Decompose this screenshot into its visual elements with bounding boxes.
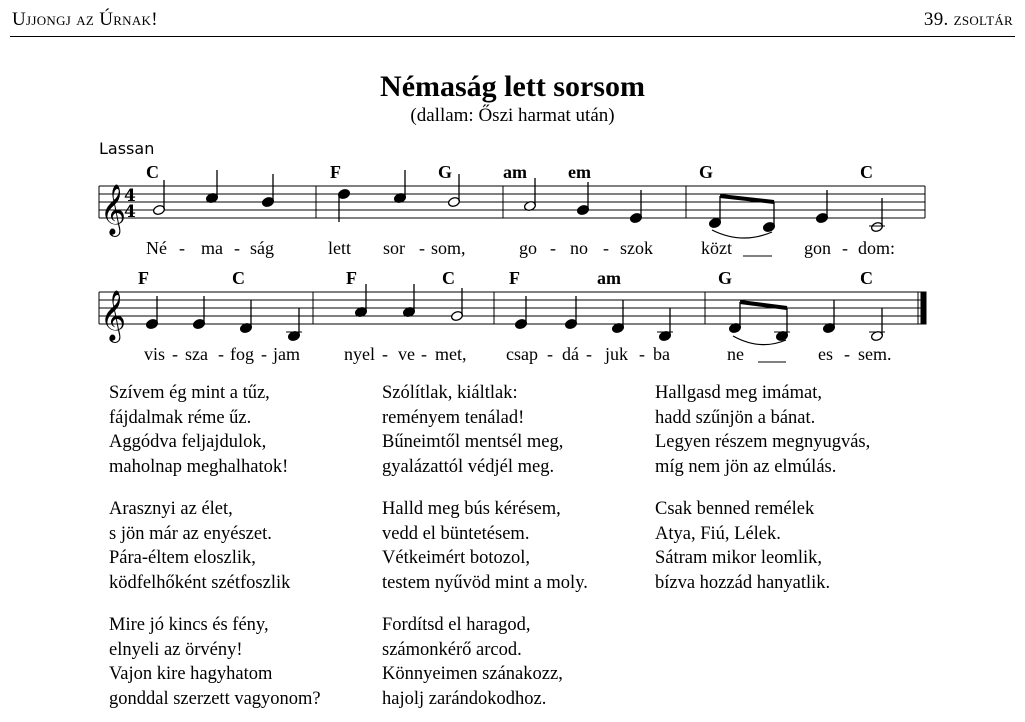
stanza-5 [382,497,588,595]
stanza-line: Pára-éltem eloszlik, [109,548,256,568]
tempo-marking: Lassan [99,139,155,158]
svg-text:nyel: nyel [344,344,375,364]
svg-text:fog: fog [230,344,254,364]
svg-text:-: - [586,344,592,364]
svg-text:-: - [603,238,609,258]
svg-text:-: - [179,238,185,258]
svg-text:jam: jam [273,344,300,364]
stanza-7 [655,381,870,479]
svg-text:szok: szok [620,238,653,258]
stanza-line: reményem tenálad! [382,407,525,428]
stanza-6 [382,613,563,711]
svg-text:no: no [570,238,588,258]
svg-text:F: F [138,268,149,288]
svg-text:közt: közt [701,238,732,258]
svg-text:C: C [232,268,245,288]
stanza-line: Legyen részem megnyugvás, [655,432,871,452]
stanza-line: testem nyűvöd mint a moly. [382,572,588,593]
stanza-line: elnyeli az örvény! [109,639,243,660]
stanza-line: míg nem jön az elmúlás. [655,456,837,477]
stanza-line: ködfelhőként szétfoszlik [109,572,291,593]
svg-text:sem.: sem. [858,344,892,364]
svg-text:-: - [172,344,178,364]
svg-text:csap: csap [506,344,538,364]
svg-text:dá: dá [562,344,579,364]
stanza-line: hadd szűnjön a bánat. [655,407,816,428]
stanza-line: Szólítlak, kiáltlak: [382,383,518,403]
svg-text:G: G [718,268,733,288]
svg-text:-: - [639,344,645,364]
stanza-3 [109,613,321,711]
chord-symbols-line-2 [138,268,873,288]
treble-clef-icon: 𝄞 [100,290,127,341]
stanza-line: fájdalmak réme űz. [109,407,252,428]
svg-text:ne: ne [727,344,744,364]
stanza-2 [109,497,290,595]
stanza-line: Könnyeimen szánakozz, [382,664,563,684]
svg-text:G: G [699,162,714,182]
running-header-psalm: 39. zsoltár [923,9,1013,30]
stanza-line: bízva hozzád hanyatlik. [655,572,831,593]
stanza-4 [382,381,563,479]
svg-text:go: go [519,238,537,258]
staff-line-1 [99,186,925,218]
song-subtitle: (dallam: Őszi harmat után) [410,105,615,126]
svg-text:vis: vis [144,344,166,364]
svg-text:-: - [218,344,224,364]
svg-text:C: C [860,268,873,288]
notes-line-2 [145,284,885,345]
header-rule [10,36,1015,37]
svg-text:ve: ve [398,344,415,364]
staff-line-2 [99,292,926,324]
svg-text:es: es [818,344,833,364]
stanza-line: Szívem ég mint a tűz, [109,383,270,403]
stanza-1 [109,381,288,479]
stanza-line: Hallgasd meg imámat, [655,383,822,403]
svg-text:am: am [597,268,621,288]
svg-text:gon: gon [804,238,831,258]
svg-text:sza: sza [185,344,208,364]
music-score [0,150,1025,365]
svg-text:-: - [550,238,556,258]
stanza-line: Bűneimtől mentsél meg, [382,432,564,452]
svg-text:ma: ma [201,238,223,258]
svg-text:C: C [146,162,159,182]
svg-text:som,: som, [431,238,466,258]
svg-text:-: - [261,344,267,364]
stanza-line: Aggódva feljajdulok, [109,432,267,452]
stanza-line: s jön már az enyészet. [109,523,272,544]
stanza-line: Vétkeimért botozol, [382,548,530,568]
stanza-line: Sátram mikor leomlik, [655,548,822,568]
svg-text:F: F [346,268,357,288]
svg-text:-: - [421,344,427,364]
svg-text:juk: juk [605,344,629,364]
svg-text:em: em [568,162,591,182]
svg-text:-: - [844,344,850,364]
svg-text:ba: ba [653,344,670,364]
time-signature: 4 4 [124,186,136,222]
song-title: Némaság lett sorsom [380,70,645,103]
svg-text:C: C [860,162,873,182]
stanza-line: Atya, Fiú, Lélek. [655,523,781,544]
svg-text:-: - [234,238,240,258]
stanza-8 [655,497,830,595]
chord-symbols-line-1 [146,162,873,182]
lyrics-line-2 [144,344,892,364]
stanza-line: gonddal szerzett vagyonom? [109,688,321,709]
stanza-line: Halld meg bús kérésem, [382,499,561,519]
svg-text:ság: ság [250,238,274,258]
svg-text:-: - [842,238,848,258]
svg-text:Né: Né [146,238,167,258]
svg-text:G: G [438,162,453,182]
treble-clef-icon: 𝄞 [100,184,127,235]
svg-text:F: F [509,268,520,288]
stanza-line: gyalázattól védjél meg. [382,456,555,477]
svg-text:-: - [547,344,553,364]
svg-text:sor: sor [383,238,405,258]
stanza-line: vedd el büntetésem. [382,523,530,544]
svg-text:-: - [419,238,425,258]
stanza-line: Fordítsd el haragod, [382,615,531,635]
svg-text:met,: met, [435,344,467,364]
lyrics-line-1 [146,238,895,258]
running-header-book: Ujjongj az Úrnak! [12,9,158,30]
stanza-line: maholnap meghalhatok! [109,456,289,477]
svg-text:F: F [330,162,341,182]
stanza-line: Arasznyi az élet, [109,499,233,519]
svg-text:-: - [382,344,388,364]
stanza-line: Csak benned remélek [655,499,815,519]
svg-text:C: C [442,268,455,288]
stanza-line: Vajon kire hagyhatom [109,664,273,684]
svg-text:am: am [503,162,527,182]
stanza-line: számonkérő arcod. [382,639,522,660]
svg-text:dom:: dom: [858,238,896,258]
svg-text:lett: lett [328,238,351,258]
stanza-line: Mire jó kincs és fény, [109,615,269,635]
stanza-line: hajolj zarándokodhoz. [382,688,547,709]
